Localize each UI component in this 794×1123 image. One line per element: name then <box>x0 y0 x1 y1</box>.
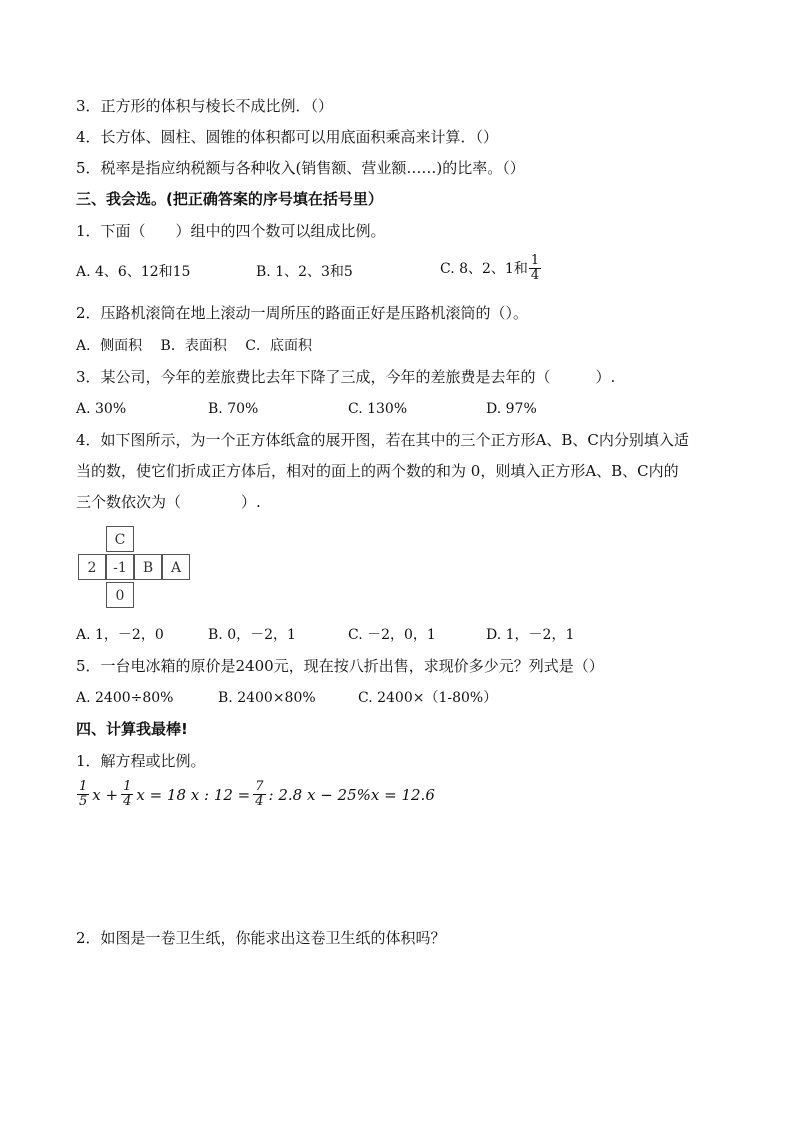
calc2-stem: 2．如图是一卷卫生纸，你能求出这卷卫生纸的体积吗？ <box>76 929 446 947</box>
q5-option-c: C. 2400×（1-80%） <box>358 690 498 706</box>
q1-option-c-fraction <box>529 254 541 283</box>
q4-option-d: D. 1，－2，1 <box>486 627 575 643</box>
q4-option-a: A. 1，－2，0 <box>76 627 164 643</box>
q3-option-d: D. 97% <box>486 401 537 417</box>
q5-option-a: A. 2400÷80% <box>76 690 174 706</box>
net-cell-b: B <box>134 554 162 580</box>
judge-item-4: 4．长方体、圆柱、圆锥的体积都可以用底面积乘高来计算．（） <box>76 128 499 146</box>
equation-term-3: : 2.8 x − 25%x = 12.6 <box>268 785 435 804</box>
q1-option-b: B. 1、2、3和5 <box>256 264 353 280</box>
fraction-numerator: 7 <box>255 779 264 794</box>
equation-term-2: x = 18 x : 12 = <box>136 785 251 804</box>
q3-option-b: B. 70% <box>208 401 259 417</box>
calc1-stem: 1．解方程或比例。 <box>76 752 206 770</box>
fraction-numerator: 1 <box>123 779 132 794</box>
net-cell-c: C <box>106 526 134 552</box>
q3-option-c: C. 130% <box>348 401 408 417</box>
q4-stem-line2: 当的数，使它们折成正方体后，相对的面上的两个数的和为 0，则填入正方形A、B、C内的 <box>76 462 679 480</box>
fraction-numerator: 1 <box>79 779 88 794</box>
judge-item-3: 3．正方形的体积与棱长不成比例．（） <box>76 97 334 115</box>
fraction-denominator: 5 <box>79 794 88 809</box>
fraction-denominator: 4 <box>255 794 264 809</box>
q4-option-b: B. 0，－2，1 <box>208 627 296 643</box>
net-cell-2: 2 <box>78 554 106 580</box>
section-4-title: 四、计算我最棒! <box>76 720 188 738</box>
q1-option-c <box>440 254 542 283</box>
q2-options: A．侧面积 B．表面积 C．底面积 <box>76 338 313 354</box>
q4-option-c: C. －2，0，1 <box>348 627 436 643</box>
q1-stem: 1．下面（ ）组中的四个数可以组成比例。 <box>76 222 386 240</box>
q1-option-c-text: C. 8、2、1和 <box>440 260 528 277</box>
judge-item-5: 5．税率是指应纳税额与各种收入(销售额、营业额……)的比率。（） <box>76 159 525 177</box>
q3-option-a: A. 30% <box>76 401 127 417</box>
section-3-title: 三、我会选。(把正确答案的序号填在括号里） <box>76 190 383 208</box>
fraction-7-4 <box>253 780 265 809</box>
fraction-numerator: 1 <box>530 253 540 268</box>
q5-option-b: B. 2400×80% <box>218 690 316 706</box>
equation-line <box>76 780 437 809</box>
cube-net-figure <box>76 526 196 608</box>
q4-stem-line1: 4．如下图所示，为一个正方体纸盒的展开图，若在其中的三个正方形A、B、C内分别填入适 <box>76 431 689 449</box>
equation-term-1: x + <box>92 785 119 804</box>
fraction-1-5 <box>77 780 89 809</box>
fraction-denominator: 4 <box>123 794 132 809</box>
q3-stem: 3．某公司，今年的差旅费比去年下降了三成，今年的差旅费是去年的（ ）. <box>76 368 616 386</box>
net-cell-neg1: -1 <box>106 554 134 580</box>
net-cell-0: 0 <box>106 582 134 608</box>
q2-stem: 2．压路机滚筒在地上滚动一周所压的路面正好是压路机滚筒的（）。 <box>76 304 529 322</box>
fraction-1-4 <box>121 780 133 809</box>
net-cell-a: A <box>162 554 190 580</box>
q1-option-a: A. 4、6、12和15 <box>76 264 191 280</box>
q4-stem-line3: 三个数依次为（ ）. <box>76 493 261 511</box>
fraction-denominator: 4 <box>530 268 540 283</box>
q5-stem: 5．一台电冰箱的原价是2400元，现在按八折出售，求现价多少元？列式是（） <box>76 657 604 675</box>
